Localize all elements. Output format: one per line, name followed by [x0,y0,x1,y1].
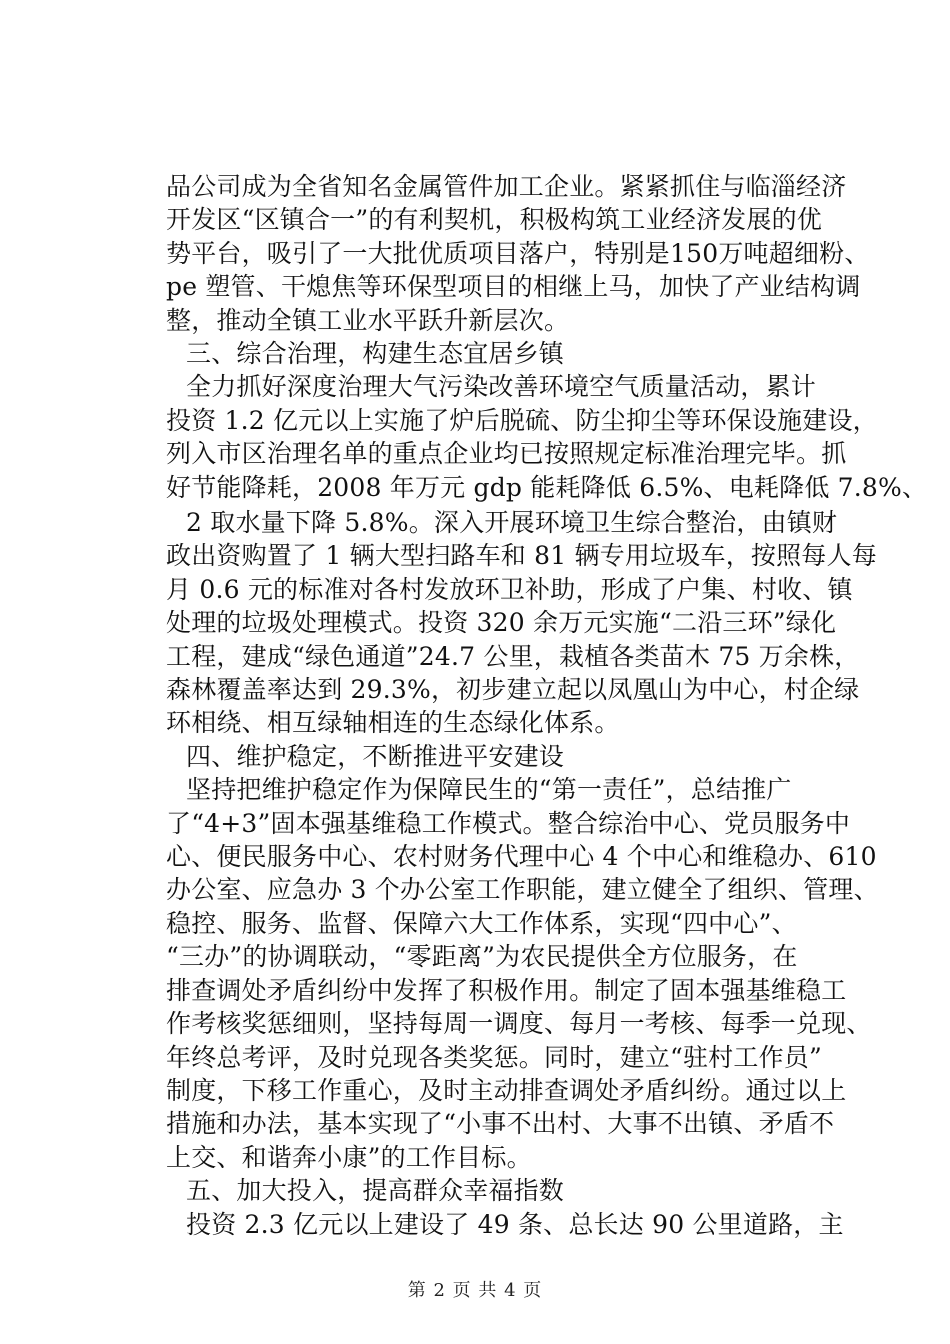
text-line: 全力抓好深度治理大气污染改善环境空气质量活动，累计 [186,372,817,402]
text-line: 坚持把维护稳定作为保障民生的“第一责任”，总结推广 [186,775,792,805]
text-line: 工程，建成“绿色通道”24.7 公里，栽植各类苗木 75 万余株， [166,641,860,671]
text-line: pe 塑管、干熄焦等环保型项目的相继上马，加快了产业结构调 [166,272,861,302]
text-line: 三、综合治理，构建生态宜居乡镇 [186,339,565,369]
text-line: 开发区“区镇合一”的有利契机，积极构筑工业经济发展的优 [166,205,822,235]
text-block-upper [166,170,928,504]
text-line: 了“4+3”固本强基维稳工作模式。整合综治中心、党员服务中 [166,808,851,838]
text-line: 投资 1.2 亿元以上实施了炉后脱硫、防尘抑尘等环保设施建设， [166,405,878,435]
text-line: 年终总考评，及时兑现各类奖惩。同时，建立“驻村工作员” [166,1042,822,1072]
text-line: 心、便民服务中心、农村财务代理中心 4 个中心和维稳办、610 [166,842,877,872]
text-line: 处理的垃圾处理模式。投资 320 余万元实施“二沿三环”绿化 [166,608,837,638]
text-line: 品公司成为全省知名金属管件加工企业。紧紧抓住与临淄经济 [166,172,847,201]
text-line: “三办”的协调联动，“零距离”为农民提供全方位服务，在 [166,942,798,972]
page-footer: 第 2 页 共 4 页 [407,1280,543,1301]
text-line: 整，推动全镇工业水平跃升新层次。 [166,305,570,335]
text-line: 环相绕、相互绿轴相连的生态绿化体系。 [166,708,620,738]
text-line: 措施和办法，基本实现了“小事不出村、大事不出镇、矛盾不 [166,1109,835,1139]
text-line: 四、维护稳定，不断推进平安建设 [186,741,565,771]
text-line: 上交、和谐奔小康”的工作目标。 [166,1142,532,1172]
text-line: 月 0.6 元的标准对各村发放环卫补助，形成了户集、村收、镇 [166,574,853,604]
text-line: 作考核奖惩细则，坚持每周一调度、每月一考核、每季一兑现、 [166,1009,872,1039]
text-line: 办公室、应急办 3 个办公室工作职能，建立健全了组织、管理、 [166,875,879,905]
text-line: 政出资购置了 1 辆大型扫路车和 81 辆专用垃圾车，按照每人每 [166,541,877,571]
text-line: 稳控、服务、监督、保障六大工作体系，实现“四中心”、 [166,908,797,938]
text-line: 2 取水量下降 5.8%。深入开展环境卫生综合整治，由镇财 [186,508,838,537]
text-line: 投资 2.3 亿元以上建设了 49 条、总长达 90 公里道路，主 [186,1209,844,1239]
text-line: 势平台，吸引了一大批优质项目落户，特别是150万吨超细粉、 [166,238,870,268]
text-line: 森林覆盖率达到 29.3%，初步建立起以凤凰山为中心，村企绿 [166,675,860,705]
text-line: 列入市区治理名单的重点企业均已按照规定标准治理完毕。抓 [166,439,847,469]
text-line: 制度，下移工作重心，及时主动排查调处矛盾纠纷。通过以上 [166,1075,847,1105]
text-line: 好节能降耗，2008 年万元 gdp 能耗降低 6.5%、电耗降低 7.8%、 [166,472,928,502]
text-line: 五、加大投入，提高群众幸福指数 [186,1176,565,1206]
text-block-lower [166,506,879,1241]
text-line: 排查调处矛盾纠纷中发挥了积极作用。制定了固本强基维稳工 [166,975,847,1005]
